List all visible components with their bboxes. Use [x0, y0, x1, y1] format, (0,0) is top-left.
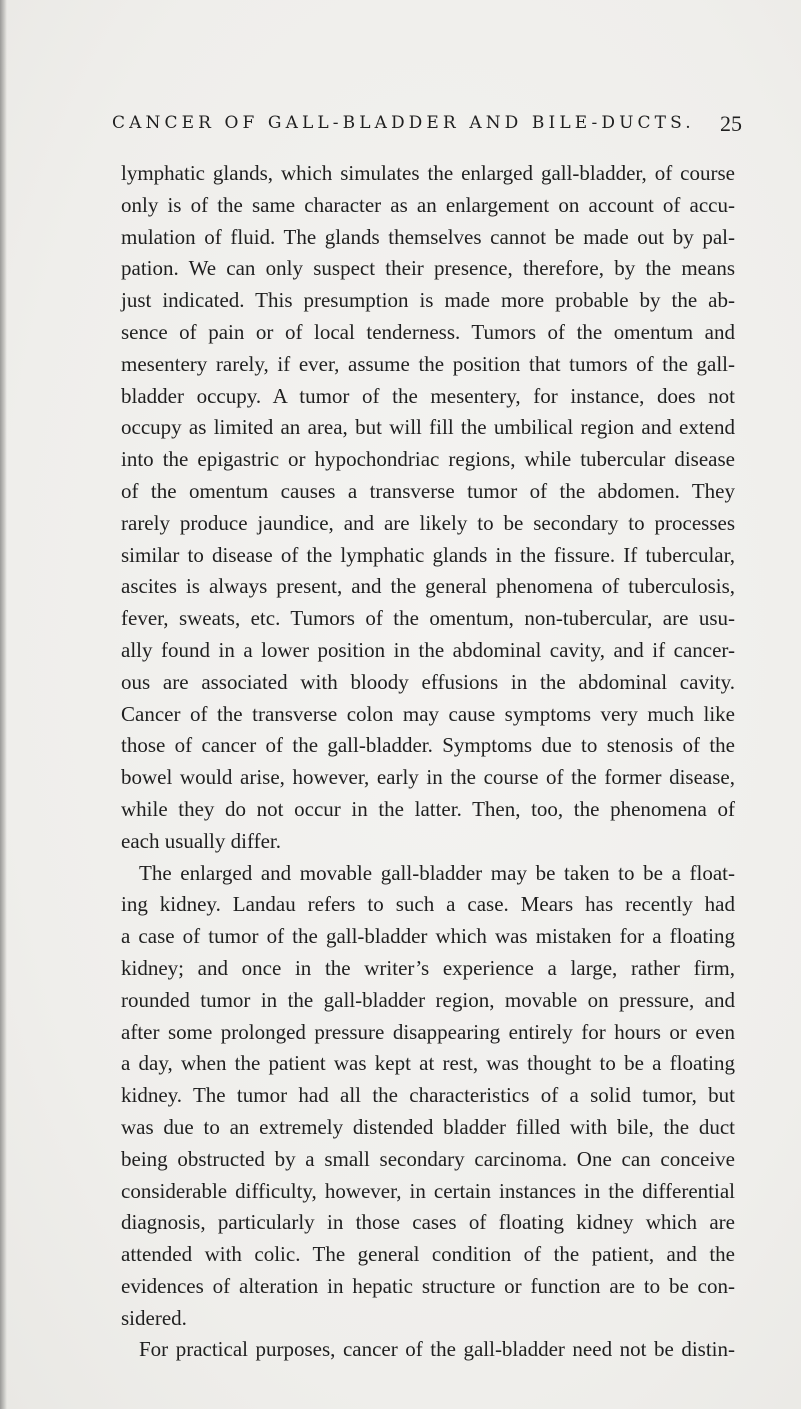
text-line: evidences of alteration in hepatic structure or function are to be con-: [121, 1273, 735, 1298]
text-line: a case of tumor of the gall-bladder which was mistaken for a floating: [121, 924, 735, 949]
text-line: being obstructed by a small secondary carcinoma. One can conceive: [121, 1146, 735, 1171]
paragraph-start-line: The enlarged and movable gall-bladder may be taken to be a float-: [139, 860, 735, 885]
text-line: ally found in a lower position in the abdominal cavity, and if cancer-: [121, 637, 735, 662]
text-line: similar to disease of the lymphatic glands in the fissure. If tubercular,: [121, 542, 735, 567]
text-line: while they do not occur in the latter. Then, too, the phenomena of: [121, 796, 735, 821]
text-line: only is of the same character as an enlargement on account of accu-: [121, 192, 735, 217]
text-line: of the omentum causes a transverse tumor of the abdomen. They: [121, 478, 735, 503]
page-number: 25: [720, 111, 742, 136]
text-line: attended with colic. The general condition of the patient, and the: [121, 1242, 735, 1267]
text-line: considerable difficulty, however, in certain instances in the differential: [121, 1178, 735, 1203]
text-line: was due to an extremely distended bladder filled with bile, the duct: [121, 1114, 735, 1139]
text-line: occupy as limited an area, but will fill the umbilical region and extend: [121, 415, 735, 440]
text-line: a day, when the patient was kept at rest, was thought to be a floating: [121, 1051, 735, 1076]
text-line: ous are associated with bloody effusions in the abdominal cavity.: [121, 669, 735, 694]
text-line: Cancer of the transverse colon may cause symptoms very much like: [121, 701, 735, 726]
text-line: lymphatic glands, which simulates the enlarged gall-bladder, of course: [121, 161, 735, 185]
text-line: sence of pain or of local tenderness. Tumors of the omentum and: [121, 319, 735, 344]
text-line: bowel would arise, however, early in the course of the former disease,: [121, 765, 735, 790]
text-line: ascites is always present, and the general phenomena of tuberculosis,: [121, 574, 735, 599]
text-line: just indicated. This presumption is made more probable by the ab-: [121, 288, 735, 313]
paragraph-start-line: For practical purposes, cancer of the gall-bladder need not be distin-: [139, 1337, 735, 1362]
text-line: after some prolonged pressure disappearing entirely for hours or even: [121, 1019, 735, 1044]
text-line: rounded tumor in the gall-bladder region, movable on pressure, and: [121, 987, 735, 1012]
text-line: pation. We can only suspect their presence, therefore, by the means: [121, 256, 735, 281]
text-line: mulation of fluid. The glands themselves cannot be made out by pal-: [121, 224, 735, 249]
paragraph-end-line: sidered.: [121, 1305, 187, 1330]
text-line: mesentery rarely, if ever, assume the position that tumors of the gall-: [121, 351, 735, 376]
body-text: [121, 158, 735, 1366]
text-line: ing kidney. Landau refers to such a case. Mears has recently had: [121, 892, 735, 917]
text-line: kidney; and once in the writer’s experience a large, rather firm,: [121, 955, 735, 980]
paragraph-end-line: each usually differ.: [121, 828, 281, 853]
text-line: bladder occupy. A tumor of the mesentery, for instance, does not: [121, 383, 735, 408]
text-line: those of cancer of the gall-bladder. Symptoms due to stenosis of the: [121, 733, 735, 758]
text-line: rarely produce jaundice, and are likely to be secondary to processes: [121, 510, 735, 535]
running-head: [112, 113, 742, 143]
text-line: into the epigastric or hypochondriac regions, while tubercular disease: [121, 447, 735, 472]
text-line: fever, sweats, etc. Tumors of the omentum, non-tubercular, are usu-: [121, 606, 735, 631]
text-line: kidney. The tumor had all the characteristics of a solid tumor, but: [121, 1083, 735, 1108]
page-binding-edge: [0, 0, 7, 1409]
running-title: CANCER OF GALL-BLADDER AND BILE-DUCTS.: [112, 113, 695, 133]
text-line: diagnosis, particularly in those cases of floating kidney which are: [121, 1210, 735, 1235]
